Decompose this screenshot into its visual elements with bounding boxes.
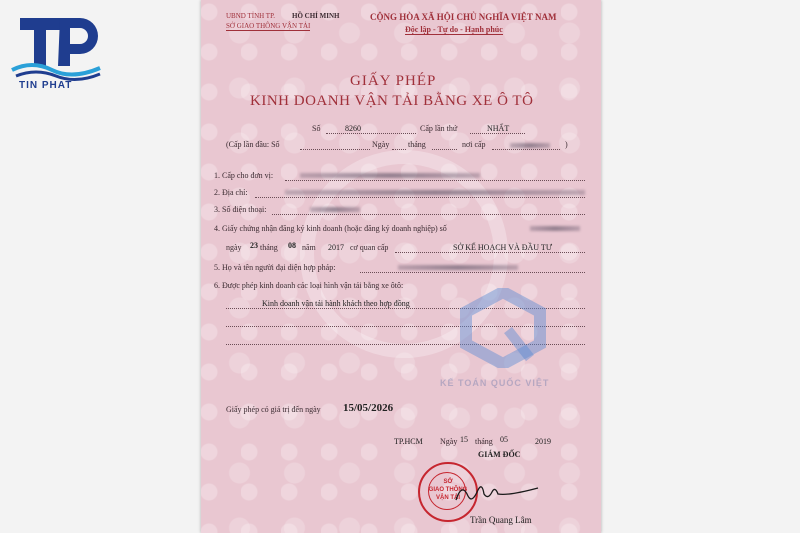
cap-lan-thu-label: Cấp lần thứ [420, 124, 458, 133]
redacted-field [398, 265, 518, 270]
redacted-field [300, 173, 480, 178]
tp-logo-icon [8, 10, 108, 90]
signer-name: Trần Quang Lâm [470, 515, 532, 525]
item-6-label: 6. Được phép kinh doanh các loại hình vận tải bằng xe ôtô: [214, 281, 404, 290]
noi-cap-label: nơi cấp [462, 140, 486, 149]
item-1-label: 1. Cấp cho đơn vị: [214, 171, 274, 180]
signer-role: GIÁM ĐỐC [478, 450, 521, 459]
redacted-field [530, 226, 580, 231]
thang-label: tháng [408, 140, 426, 149]
header-left-line2: SỞ GIAO THÔNG VẬN TẢI [226, 22, 311, 30]
quoc-viet-watermark-icon [458, 288, 548, 368]
signing-year: 2019 [535, 437, 551, 446]
item-4-label: 4. Giấy chứng nhận đăng ký kinh doanh (hoặc đăng ký doanh nghiệp) số [214, 224, 447, 233]
cap-lan-thu-value: NHẤT [487, 124, 510, 133]
signature-icon [450, 478, 550, 508]
cap-lan-dau-label: (Cấp lần đầu: Số [226, 140, 280, 149]
validity-date: 15/05/2026 [343, 402, 394, 414]
validity-label: Giấy phép có giá trị đến ngày [226, 405, 321, 414]
logo-text: TIN PHAT [19, 80, 73, 91]
signing-day: 15 [460, 435, 468, 444]
signing-place: TP.HCM [394, 437, 423, 446]
signing-month: 05 [500, 435, 508, 444]
issuing-authority: SỞ KẾ HOẠCH VÀ ĐẦU TƯ [453, 243, 553, 252]
registration-day: 23 [250, 241, 258, 250]
item-2-label: 2. Địa chỉ: [214, 188, 248, 197]
header-right-line1: CỘNG HÒA XÃ HỘI CHỦ NGHĨA VIỆT NAM [370, 12, 557, 22]
header-right-line2: Độc lập - Tự do - Hạnh phúc [405, 25, 503, 34]
document-title: GIẤY PHÉP [350, 73, 437, 89]
watermark-text: KẾ TOÁN QUỐC VIỆT [440, 378, 550, 388]
redacted-field [310, 207, 360, 212]
redacted-field [510, 143, 550, 148]
registration-month: 08 [288, 241, 296, 250]
business-type-value: Kinh doanh vận tải hành khách theo hợp đồng [262, 299, 410, 308]
so-label: Số [312, 124, 321, 133]
redacted-field [285, 190, 585, 195]
document-subtitle: KINH DOANH VẬN TẢI BẰNG XE Ô TÔ [250, 93, 534, 109]
ngay-label: Ngày [372, 140, 390, 149]
registration-year: 2017 [328, 243, 344, 252]
item-3-label: 3. Số điện thoại: [214, 205, 267, 214]
header-left-value: HỒ CHÍ MINH [292, 12, 340, 20]
red-seal-icon: SỞ GIAO THÔNG VẬN TẢI [418, 462, 478, 522]
item-5-label: 5. Họ và tên người đại diện hợp pháp: [214, 263, 336, 272]
so-value: 8260 [345, 124, 361, 133]
header-left-line1: UBND TỈNH TP. [226, 12, 275, 20]
